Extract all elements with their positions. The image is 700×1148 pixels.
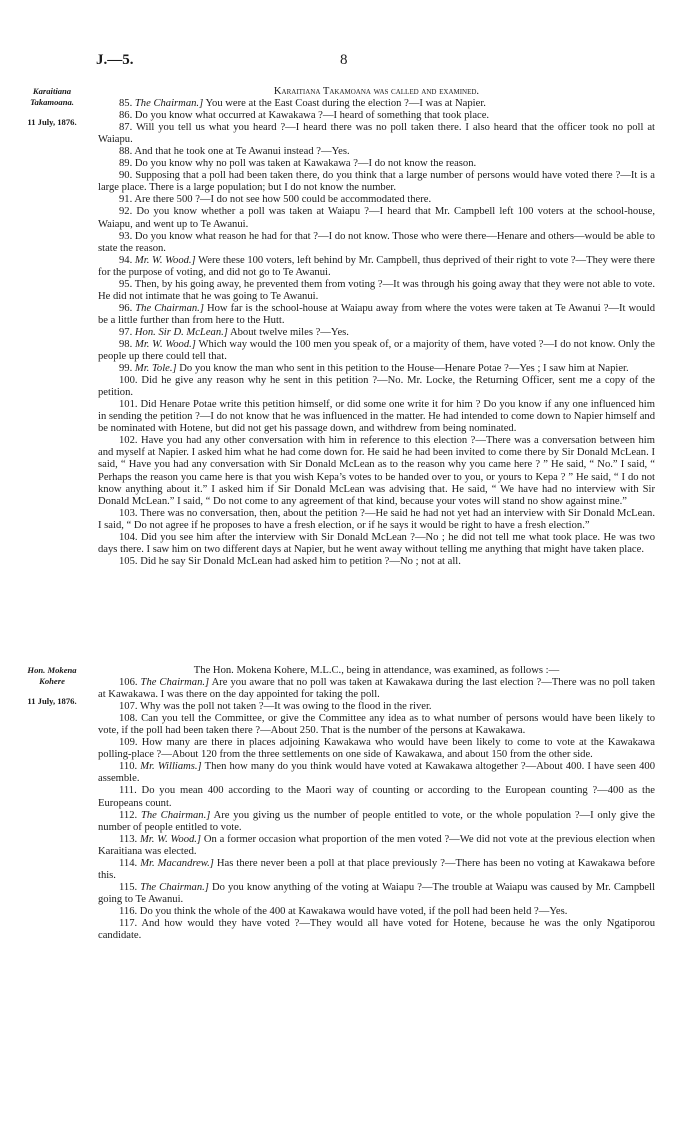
question-text: Are you aware that no poll was taken at Kawakawa during the last election ?—There was no poll taken at Kawakawa. I was there on the day appointed for taking the poll. <box>98 677 655 701</box>
question-paragraph <box>98 677 655 701</box>
question-paragraph <box>98 231 655 255</box>
speaker-name: Mr. W. Wood.] <box>134 254 196 266</box>
question-text: Do you mean 400 according to the Maori way of counting or according to the European counting ?—400 as the Europeans count. <box>98 785 655 809</box>
question-number: 91. <box>119 194 133 206</box>
question-text: Do you know whether a poll was taken at Waiapu ?—I heard that Mr. Campbell left 100 voters at the school-house, Waiapu, and went up to Te Awanui. <box>98 206 655 230</box>
question-number: 116. <box>119 905 138 917</box>
question-number: 89. <box>119 158 133 170</box>
question-number: 95. <box>119 278 133 290</box>
question-number: 87. <box>119 122 133 134</box>
testimony-body <box>98 665 655 942</box>
question-text: Do you know what reason he had for that ?—I do not know. Those who were there—Henare and others—would be able to state the reason. <box>98 230 655 254</box>
question-text: Supposing that a poll had been taken there, do you think that a large number of persons would have voted there ?—It is a large place. There is a large population; but I do not know the number. <box>98 170 655 194</box>
question-paragraph <box>98 122 655 146</box>
question-number: 115. <box>119 881 138 893</box>
question-paragraph <box>98 375 655 399</box>
question-paragraph <box>98 435 655 507</box>
question-paragraph <box>98 170 655 194</box>
question-number: 85. <box>119 98 133 110</box>
page-number: 8 <box>340 52 348 68</box>
speaker-name: The Chairman.] <box>134 98 204 110</box>
question-number: 110. <box>119 761 138 773</box>
speaker-name: Mr. W. Wood.] <box>135 338 196 350</box>
question-text: Did you see him after the interview with Sir Donald McLean ?—No ; he did not tell me what took place. He was two days there. I saw him on two different days at Napier, but he went away without telling me anything that might have taken place. <box>98 531 655 555</box>
question-paragraph <box>98 206 655 230</box>
question-text: On a former occasion what proportion of the men voted ?—We did not vote at the previous election when Karaitiana was elected. <box>98 833 655 857</box>
question-paragraph <box>98 508 655 532</box>
question-text: Do you know why no poll was taken at Kawakawa ?—I do not know the reason. <box>132 158 477 170</box>
question-text: And that he took one at Te Awanui instead ?—Yes. <box>132 146 350 158</box>
question-number: 90. <box>119 170 133 182</box>
question-paragraph <box>98 146 655 158</box>
question-number: 96. <box>119 302 133 314</box>
document-reference: J.—5. <box>96 52 134 68</box>
question-paragraph <box>98 339 655 363</box>
question-text: Do you know what occurred at Kawakawa ?—I heard of something that took place. <box>132 110 490 122</box>
question-paragraph <box>98 532 655 556</box>
question-number: 88. <box>119 146 133 158</box>
question-paragraph <box>98 158 655 170</box>
question-paragraph <box>98 303 655 327</box>
margin-witness-name-line: Takamoana. <box>30 97 74 107</box>
testimony-paragraphs <box>98 98 655 568</box>
question-number: 107. <box>119 701 138 713</box>
speaker-name: The Chairman.] <box>140 881 209 893</box>
question-number: 105. <box>119 555 138 567</box>
question-number: 102. <box>119 435 138 447</box>
question-number: 93. <box>119 230 133 242</box>
margin-witness-name-line: Hon. Mokena <box>27 665 77 675</box>
question-text: There was no conversation, then, about the petition ?—He said he had not yet had an interview with Sir Donald McLean. I said, “ Do not agree if he proposes to have a fresh election, or if he says it would be right to have a fresh election.” <box>98 507 655 531</box>
question-number: 99. <box>119 363 133 375</box>
question-paragraph <box>98 882 655 906</box>
question-text: You were at the East Coast during the election ?—I was at Napier. <box>203 98 486 110</box>
question-text: Can you tell the Committee, or give the Committee any idea as to what number of persons would have been likely to vote, if the poll had been taken there ?—About 250. That is the number of the persons at Kawakawa. <box>98 713 655 737</box>
question-number: 94. <box>119 254 133 266</box>
testimony-paragraphs <box>98 677 655 942</box>
question-text: Will you tell us what you heard ?—I heard there was no poll taken there. I also heard that the officer took no poll at Waiapu. <box>98 122 655 146</box>
question-text: Did he say Sir Donald McLean had asked him to petition ?—No ; not at all. <box>137 555 461 567</box>
margin-note <box>14 86 90 128</box>
question-number: 104. <box>119 531 138 543</box>
question-text: And how would they have voted ?—They would all have voted for Hotene, because he was the only Ngatiporou candidate. <box>98 917 655 942</box>
question-paragraph <box>98 761 655 785</box>
question-number: 92. <box>119 206 133 218</box>
question-paragraph <box>98 858 655 882</box>
question-number: 114. <box>119 857 138 869</box>
question-number: 86. <box>119 110 133 122</box>
question-paragraph <box>98 98 655 110</box>
question-text: Are there 500 ?—I do not see how 500 could be accommodated there. <box>132 194 432 206</box>
question-paragraph <box>98 701 655 713</box>
margin-date: 11 July, 1876. <box>27 696 77 706</box>
speaker-name: Mr. Tole.] <box>134 363 177 375</box>
question-paragraph <box>98 255 655 279</box>
question-text: How many are there in places adjoining Kawakawa who would have been likely to come to vote at the Kawakawa polling-place ?—About 120 from the three settlements on one side of Kawakawa, and about 150 from the other side. <box>98 737 655 761</box>
question-number: 113. <box>119 833 138 845</box>
margin-note <box>14 665 90 707</box>
question-number: 112. <box>119 809 138 821</box>
speaker-name: The Chairman.] <box>135 302 204 314</box>
question-paragraph <box>98 279 655 303</box>
question-text: Has there never been a poll at that place previously ?—There has been no voting at Kawakawa before this. <box>98 857 655 881</box>
question-text: About twelve miles ?—Yes. <box>227 326 349 338</box>
question-number: 103. <box>119 507 138 519</box>
question-text: Were these 100 voters, left behind by Mr. Campbell, thus deprived of their right to vote ?—They were there for the purpose of voting, and did not go to Te Awanui. <box>98 254 655 278</box>
question-number: 100. <box>119 375 138 387</box>
section-title: Karaitiana Takamoana was called and examined. <box>273 86 480 97</box>
question-paragraph <box>98 737 655 761</box>
question-text: Then how many do you think would have voted at Kawakawa altogether ?—About 400. I have seen 400 assemble. <box>98 761 655 785</box>
question-number: 98. <box>119 338 133 350</box>
question-number: 97. <box>119 326 133 338</box>
question-number: 108. <box>119 713 138 725</box>
question-number: 117. <box>119 917 138 929</box>
question-text: Which way would the 100 men you speak of, or a majority of them, have voted ?—I do not know. Only the people up there could tell that. <box>98 338 656 363</box>
question-text: Did Henare Potae write this petition himself, or did some one write it for him ? Do you know if any one influenced him in sending the petition ?—I do not know that he was influenced in the matter. He had intended to come down to Napier himself and be nominated with Hotene, but did not get his passage down, and withdrew from being nominated. <box>98 399 655 435</box>
question-text: Did he give any reason why he sent in this petition ?—No. Mr. Locke, the Returning Officer, sent me a copy of the petition. <box>98 375 655 399</box>
page-header <box>0 52 700 74</box>
speaker-name: Mr. Macandrew.] <box>140 857 214 869</box>
section-title: The Hon. Mokena Kohere, M.L.C., being in attendance, was examined, as follows :— <box>193 665 560 676</box>
margin-witness-name-line: Karaitiana <box>32 86 72 96</box>
question-number: 111. <box>119 785 137 797</box>
question-paragraph <box>98 194 655 206</box>
question-text: Do you think the whole of the 400 at Kawakawa would have voted, if the poll had been held ?—Yes. <box>137 905 568 917</box>
question-paragraph <box>98 110 655 122</box>
question-paragraph <box>98 918 655 942</box>
testimony-body <box>98 86 655 568</box>
question-paragraph <box>98 399 655 435</box>
speaker-name: The Chairman.] <box>140 809 211 821</box>
speaker-name: Hon. Sir D. McLean.] <box>134 326 228 338</box>
question-text: Have you had any other conversation with him in reference to this election ?—There was a conversation between him and myself at Napier. I asked him what he had come down for. He said he had been invited to come there by Sir Donald McLean. I said, “ Have you had any conversation with Sir Donald McLean as to the reason why you came here ? ” He said, “ No.” I said, “ Perhaps the reason you came here is that you wish Kepa’s votes to be handed over to you, or yours to Kepa ? ” He said, “ I do not know anything about it.” I asked him if Sir Donald McLean was advising that. He said, “ We have had no interview with Sir Donald McLean.” I said, “ Do not come to any agreement of that kind, because your votes will stand no show against mine.” <box>98 435 655 507</box>
question-number: 109. <box>119 737 138 749</box>
question-paragraph <box>98 556 655 568</box>
question-text: How far is the school-house at Waiapu away from where the votes were taken at Te Awanui ?—It would be a little further than from here to the Hutt. <box>98 302 656 326</box>
question-paragraph <box>98 327 655 339</box>
speaker-name: Mr. W. Wood.] <box>139 833 202 845</box>
question-paragraph <box>98 713 655 737</box>
question-paragraph <box>98 834 655 858</box>
question-paragraph <box>98 785 655 809</box>
question-paragraph <box>98 363 655 375</box>
question-text: Do you know the man who sent in this petition to the House—Henare Potae ?—Yes ; I saw him at Napier. <box>176 363 629 375</box>
margin-date: 11 July, 1876. <box>27 117 77 127</box>
question-text: Do you know anything of the voting at Waiapu ?—The trouble at Waiapu was caused by Mr. Campbell going to Te Awanui. <box>98 881 656 905</box>
speaker-name: The Chairman.] <box>140 677 210 689</box>
question-paragraph <box>98 906 655 918</box>
margin-witness-name-line: Kohere <box>39 676 65 686</box>
question-paragraph <box>98 810 655 834</box>
question-text: Why was the poll not taken ?—It was owing to the flood in the river. <box>137 701 432 713</box>
question-text: Are you giving us the number of people entitled to vote, or the whole population ?—I only give the number of people entitled to vote. <box>98 809 656 833</box>
question-number: 101. <box>119 399 138 411</box>
speaker-name: Mr. Williams.] <box>140 761 202 773</box>
question-number: 106. <box>119 677 138 689</box>
question-text: Then, by his going away, he prevented them from voting ?—It was through his going away that they were not able to vote. He did not intimate that he was going to Te Awanui. <box>98 278 655 302</box>
